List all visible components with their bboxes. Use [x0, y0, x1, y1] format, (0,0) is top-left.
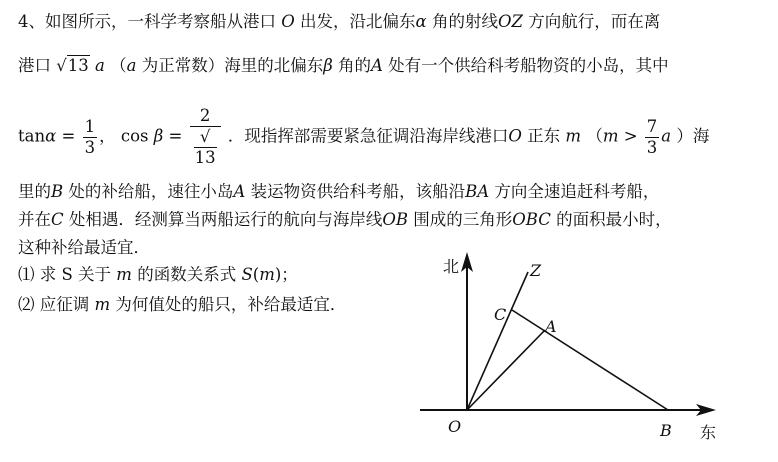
- label-B: B: [660, 421, 672, 440]
- label-C: C: [494, 305, 507, 324]
- point-A: A: [371, 56, 383, 75]
- problem-line-1: 4、如图所示，一科学考察船从港口 O 出发，沿北偏东α 角的射线OZ 方向航行，而在离: [18, 12, 661, 31]
- point-B: B: [51, 182, 64, 201]
- var-a: a: [95, 56, 105, 75]
- problem-line-5: 并在C 处相遇．经测算当两船运行的航向与海岸线OB 围成的三角形OBC 的面积最小时，: [18, 210, 672, 229]
- question-1: ⑴ 求 S 关于 m 的函数关系式 S(m)；: [18, 265, 298, 284]
- problem-line-6: 这种补给最适宜．: [18, 238, 150, 257]
- point-C: C: [51, 210, 64, 229]
- label-O: O: [448, 417, 462, 436]
- cos-fraction: 2 √ 13: [190, 106, 221, 168]
- ray-OZ: OZ: [497, 12, 523, 31]
- point-O: O: [281, 12, 295, 31]
- problem-line-4: 里的B 处的补给船，速往小岛A 装运物资供给科考船，该船沿BA 方向全速追赶科考船，: [18, 182, 660, 201]
- label-Z: Z: [530, 261, 542, 280]
- problem-number: 4: [18, 12, 29, 31]
- angle-beta: β: [323, 56, 333, 75]
- ray-OZ-line: [467, 272, 528, 410]
- label-A: A: [545, 317, 557, 336]
- label-east: 东: [700, 423, 717, 442]
- problem-line-3: tanα = $\frac{1}{3}$ ， cos β = 2 √ 13 ．现指挥部需要紧急征调沿海岸线港口O 正东 m （m > $\frac{7}{3}$ a ）海: [18, 106, 710, 167]
- question-2: ⑵ 应征调 m 为何值处的船只，补给最适宜．: [18, 295, 347, 314]
- problem-line-2: 港口 √13 a （a 为正常数）海里的北偏东β 角的A 处有一个供给科考船物资的小岛，其中: [18, 56, 669, 75]
- tan-fraction: $\frac{1}{3}$: [84, 116, 96, 157]
- sqrt-13: √13: [56, 56, 89, 75]
- label-north: 北: [443, 257, 460, 276]
- m-bound-fraction: $\frac{7}{3}$: [646, 116, 658, 157]
- segment-BC: [512, 310, 668, 410]
- angle-alpha: α: [415, 12, 427, 31]
- segment-OA: [467, 330, 545, 410]
